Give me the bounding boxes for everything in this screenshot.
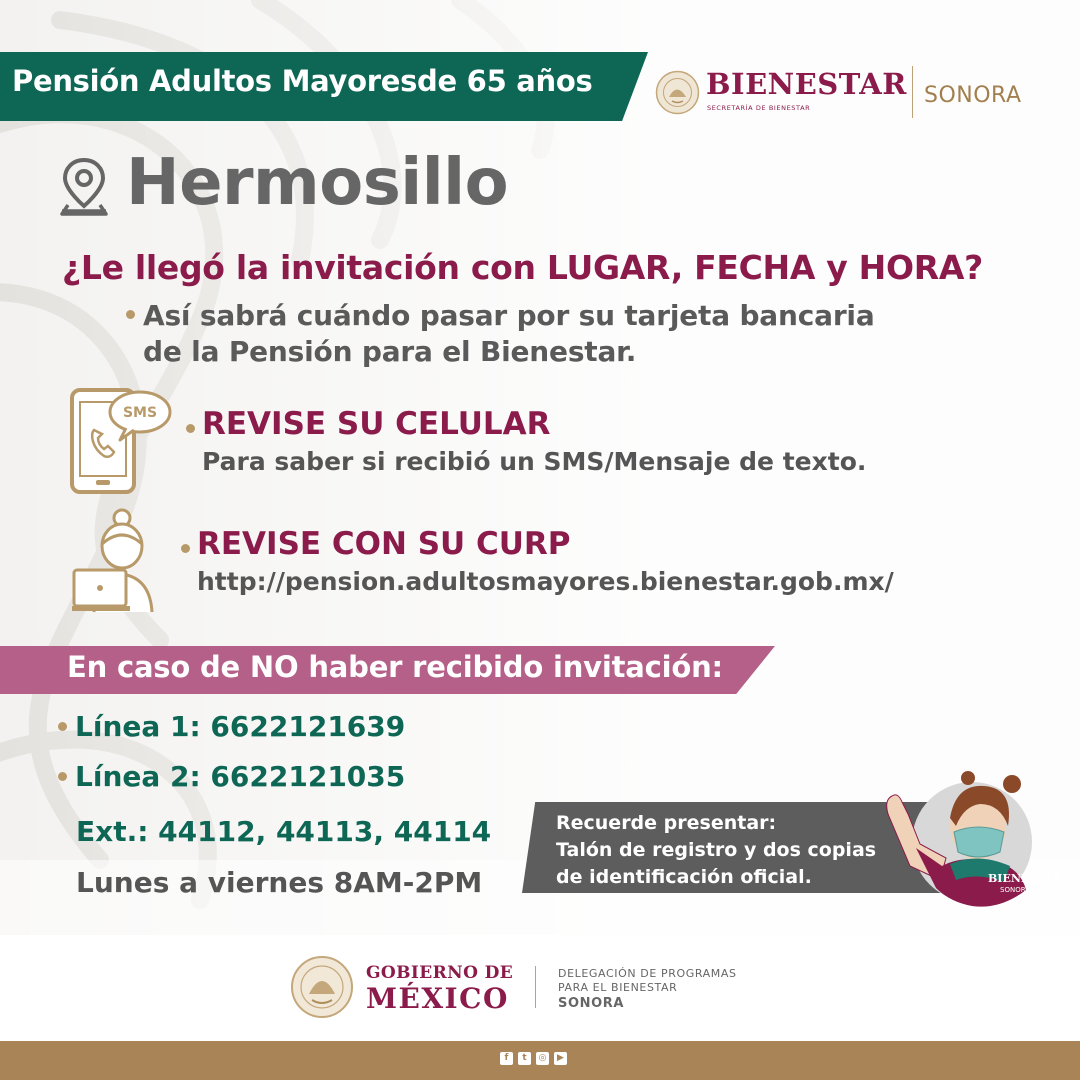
intro-line-2: de la Pensión para el Bienestar. bbox=[143, 335, 637, 368]
youtube-icon[interactable]: ▶ bbox=[554, 1052, 567, 1065]
step-2-title: REVISE CON SU CURP bbox=[197, 526, 571, 562]
mexico-text: MÉXICO bbox=[366, 982, 509, 1015]
phone-line-1: Línea 1: 6622121639 bbox=[75, 710, 406, 743]
badge-subtext: SONORA bbox=[1000, 886, 1031, 894]
masked-person-illustration bbox=[880, 770, 1063, 910]
bienestar-subtitle: SECRETARÍA DE BIENESTAR bbox=[707, 104, 811, 112]
badge-text: BIENESTAR bbox=[988, 872, 1063, 885]
sms-bubble-label: SMS bbox=[122, 405, 158, 421]
bienestar-logo-text: BIENESTAR bbox=[706, 67, 907, 101]
instagram-icon[interactable]: ◎ bbox=[536, 1052, 549, 1065]
office-hours: Lunes a viernes 8AM-2PM bbox=[76, 866, 483, 899]
step-1-text: Para saber si recibió un SMS/Mensaje de texto. bbox=[202, 447, 867, 476]
delegation-line-2: PARA EL BIENESTAR bbox=[558, 981, 678, 994]
phone-sms-icon bbox=[68, 386, 176, 498]
footer-divider bbox=[535, 966, 536, 1008]
bullet-dot bbox=[181, 544, 190, 553]
step-1-title: REVISE SU CELULAR bbox=[202, 406, 551, 442]
bullet-dot bbox=[126, 310, 135, 319]
woman-laptop-icon bbox=[70, 508, 162, 614]
intro-line-1: Así sabrá cuándo pasar por su tarjeta bancaria bbox=[143, 299, 875, 332]
program-title: Pensión Adultos Mayoresde 65 años bbox=[12, 64, 593, 98]
bullet-dot bbox=[58, 722, 67, 731]
no-invitation-heading: En caso de NO haber recibido invitación: bbox=[67, 650, 723, 684]
twitter-icon[interactable]: t bbox=[518, 1052, 531, 1065]
mexico-coat-of-arms-icon bbox=[290, 954, 354, 1020]
reminder-title: Recuerde presentar: bbox=[556, 812, 777, 834]
bullet-dot bbox=[186, 424, 195, 433]
location-pin-icon bbox=[56, 156, 112, 218]
reminder-text bbox=[556, 810, 876, 891]
header-divider bbox=[912, 66, 913, 118]
region-label: SONORA bbox=[924, 83, 1022, 108]
social-icons bbox=[500, 1052, 567, 1065]
reminder-line-1: Talón de registro y dos copias bbox=[556, 839, 877, 861]
delegation-line-1: DELEGACIÓN DE PROGRAMAS bbox=[558, 967, 737, 980]
city-name: Hermosillo bbox=[126, 146, 509, 220]
facebook-icon[interactable]: f bbox=[500, 1052, 513, 1065]
phone-extensions: Ext.: 44112, 44113, 44114 bbox=[76, 815, 492, 848]
intro-text bbox=[143, 298, 875, 370]
bullet-dot bbox=[58, 772, 67, 781]
delegation-line-3: SONORA bbox=[558, 996, 625, 1011]
gobierno-de-text: GOBIERNO DE bbox=[366, 963, 514, 983]
invitation-question: ¿Le llegó la invitación con LUGAR, FECHA y HORA? bbox=[62, 248, 983, 287]
mexico-seal-icon bbox=[655, 70, 700, 115]
curp-url-link[interactable]: http://pension.adultosmayores.bienestar.gob.mx/ bbox=[197, 567, 894, 596]
reminder-line-2: de identificación oficial. bbox=[556, 866, 812, 888]
footer bbox=[0, 935, 1080, 1041]
phone-line-2: Línea 2: 6622121035 bbox=[75, 760, 406, 793]
